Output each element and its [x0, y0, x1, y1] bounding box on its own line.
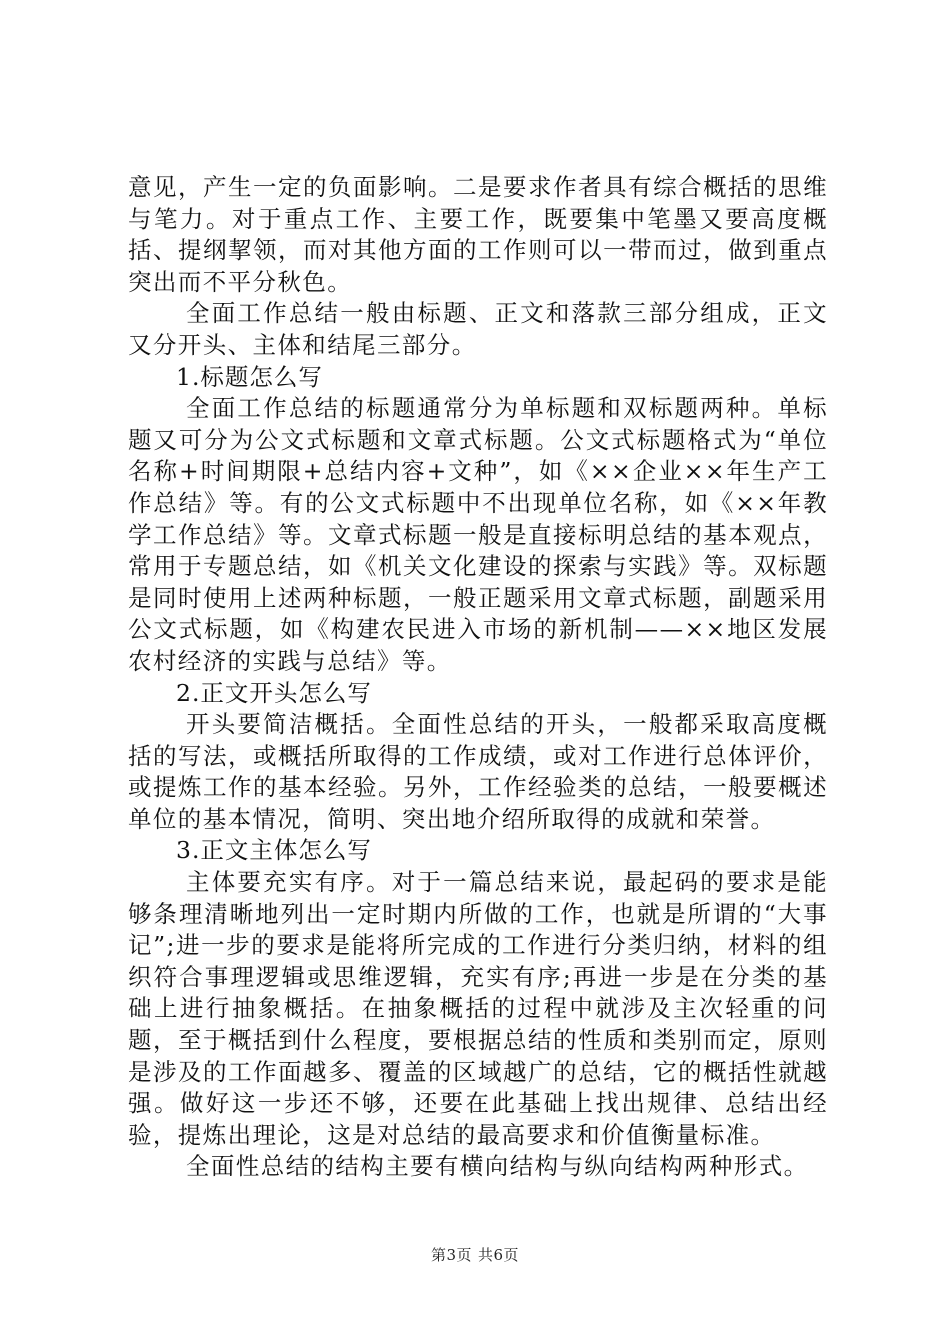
page-number-current: 第3页: [430, 1246, 472, 1264]
paragraph-structure-overview: 全面工作总结一般由标题、正文和落款三部分组成，正文又分开头、主体和结尾三部分。: [128, 299, 828, 359]
paragraph-body: 主体要充实有序。对于一篇总结来说，最起码的要求是能够条理清晰地列出一定时期内所做的工作，也就是所谓的“大事记”;进一步的要求是能将所完成的工作进行分类归纳，材料的组织符合事理逻辑或思维逻辑，充实有序;再进一步是在分类的基础上进行抽象概括。在抽象概括的过程中就涉及主次轻重的问题，至于概括到什么程度，要根据总结的性质和类别而定，原则是涉及的工作面越多、覆盖的区域越广的总结，它的概括性就越强。做好这一步还不够，还要在此基础上找出规律、总结出经验，提炼出理论，这是对总结的最高要求和价值衡量标准。: [128, 868, 828, 1149]
section-heading-body: 3.正文主体怎么写: [176, 836, 372, 865]
page-footer: [0, 1244, 950, 1265]
paragraph-structure-forms: 全面性总结的结构主要有横向结构与纵向结构两种形式。: [186, 1152, 809, 1181]
section-heading-title: 1.标题怎么写: [176, 362, 323, 391]
paragraph-opening: 开头要简洁概括。全面性总结的开头，一般都采取高度概括的写法，或概括所取得的工作成绩，或对工作进行总体评价，或提炼工作的基本经验。另外，工作经验类的总结，一般要概述单位的基本情况，简明、突出地介绍所取得的成就和荣誉。: [128, 710, 828, 833]
document-body: [128, 172, 828, 1183]
paragraph-continuation: 意见，产生一定的负面影响。二是要求作者具有综合概括的思维与笔力。对于重点工作、主要工作，既要集中笔墨又要高度概括、提纲挈领，而对其他方面的工作则可以一带而过，做到重点突出而不平分秋色。: [128, 173, 828, 296]
section-heading-opening: 2.正文开头怎么写: [176, 678, 372, 707]
paragraph-title-types: 全面工作总结的标题通常分为单标题和双标题两种。单标题又可分为公文式标题和文章式标题。公文式标题格式为“单位名称+时间期限+总结内容+文种”，如《××企业××年生产工作总结》等。有的公文式标题中不出现单位名称，如《××年教学工作总结》等。文章式标题一般是直接标明总结的基本观点，常用于专题总结，如《机关文化建设的探索与实践》等。双标题是同时使用上述两种标题，一般正题采用文章式标题，副题采用公文式标题，如《构建农民进入市场的新机制——××地区发展农村经济的实践与总结》等。: [128, 394, 828, 675]
page-number-total: 共6页: [478, 1246, 520, 1264]
